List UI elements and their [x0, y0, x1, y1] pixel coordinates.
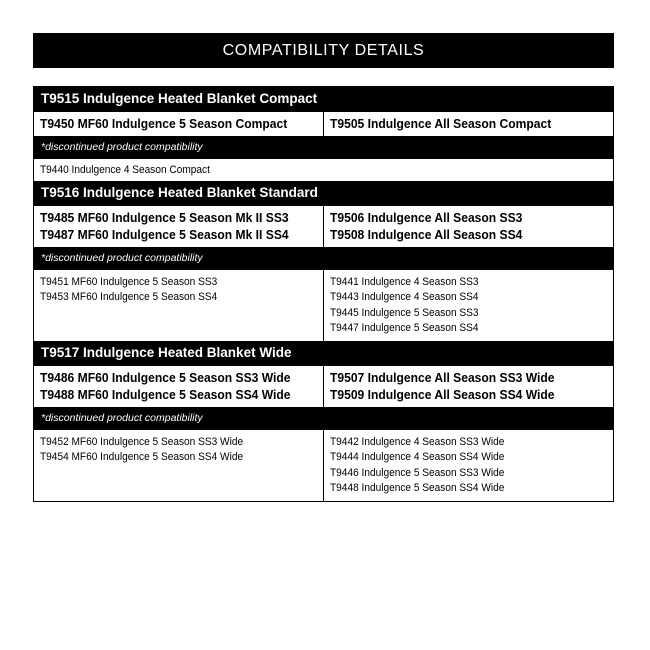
section-compact	[34, 87, 613, 181]
section-header: T9517 Indulgence Heated Blanket Wide	[34, 341, 613, 365]
product-item: T9451 MF60 Indulgence 5 Season SS3	[40, 275, 218, 288]
product-item: T9507 Indulgence All Season SS3 Wide	[330, 369, 555, 385]
product-item: T9443 Indulgence 4 Season SS4	[330, 291, 479, 303]
product-item: T9446 Indulgence 5 Season SS3 Wide	[330, 466, 505, 479]
product-item: T9509 Indulgence All Season SS4 Wide	[330, 387, 555, 402]
section-wide	[34, 341, 613, 501]
section-header: T9515 Indulgence Heated Blanket Compact	[34, 87, 613, 111]
primary-compatibility-row	[34, 365, 613, 407]
discontinued-product-row	[34, 158, 613, 181]
product-item: T9442 Indulgence 4 Season SS3 Wide	[330, 435, 505, 448]
product-item: T9506 Indulgence All Season SS3	[330, 209, 523, 225]
discontinued-right-column	[324, 430, 613, 501]
section-header: T9516 Indulgence Heated Blanket Standard	[34, 181, 613, 205]
product-item: T9450 MF60 Indulgence 5 Season Compact	[40, 116, 288, 131]
product-item: T9454 MF60 Indulgence 5 Season SS4 Wide	[40, 451, 244, 463]
primary-right-column	[324, 206, 613, 247]
discontinued-note: *discontinued product compatibility	[34, 407, 613, 429]
product-item: T9448 Indulgence 5 Season SS4 Wide	[330, 482, 505, 494]
product-item: T9453 MF60 Indulgence 5 Season SS4	[40, 291, 218, 303]
primary-right-column	[324, 112, 613, 136]
primary-left-column	[34, 366, 324, 407]
primary-left-column	[34, 206, 324, 247]
primary-compatibility-row	[34, 111, 613, 136]
product-item: T9441 Indulgence 4 Season SS3	[330, 275, 479, 288]
product-item: T9485 MF60 Indulgence 5 Season Mk II SS3	[40, 209, 289, 225]
compatibility-table	[33, 86, 614, 502]
section-standard	[34, 181, 613, 341]
product-item: T9486 MF60 Indulgence 5 Season SS3 Wide	[40, 369, 291, 385]
product-item: T9444 Indulgence 4 Season SS4 Wide	[330, 451, 505, 463]
product-item: T9505 Indulgence All Season Compact	[330, 116, 552, 131]
discontinued-left-column	[34, 270, 324, 341]
discontinued-left-column	[34, 430, 324, 501]
discontinued-right-column	[324, 270, 613, 341]
discontinued-compatibility-row	[34, 429, 613, 501]
primary-left-column	[34, 112, 324, 136]
product-item: T9447 Indulgence 5 Season SS4	[330, 322, 479, 334]
primary-right-column	[324, 366, 613, 407]
product-item: T9508 Indulgence All Season SS4	[330, 227, 523, 242]
primary-compatibility-row	[34, 205, 613, 247]
discontinued-compatibility-row	[34, 269, 613, 341]
discontinued-note: *discontinued product compatibility	[34, 247, 613, 269]
page-title: COMPATIBILITY DETAILS	[33, 33, 614, 68]
product-item: T9487 MF60 Indulgence 5 Season Mk II SS4	[40, 227, 289, 242]
product-item: T9488 MF60 Indulgence 5 Season SS4 Wide	[40, 387, 291, 402]
product-item: T9445 Indulgence 5 Season SS3	[330, 306, 479, 319]
discontinued-note: *discontinued product compatibility	[34, 136, 613, 158]
product-item: T9452 MF60 Indulgence 5 Season SS3 Wide	[40, 435, 244, 448]
product-item: T9440 Indulgence 4 Season Compact	[40, 163, 210, 176]
